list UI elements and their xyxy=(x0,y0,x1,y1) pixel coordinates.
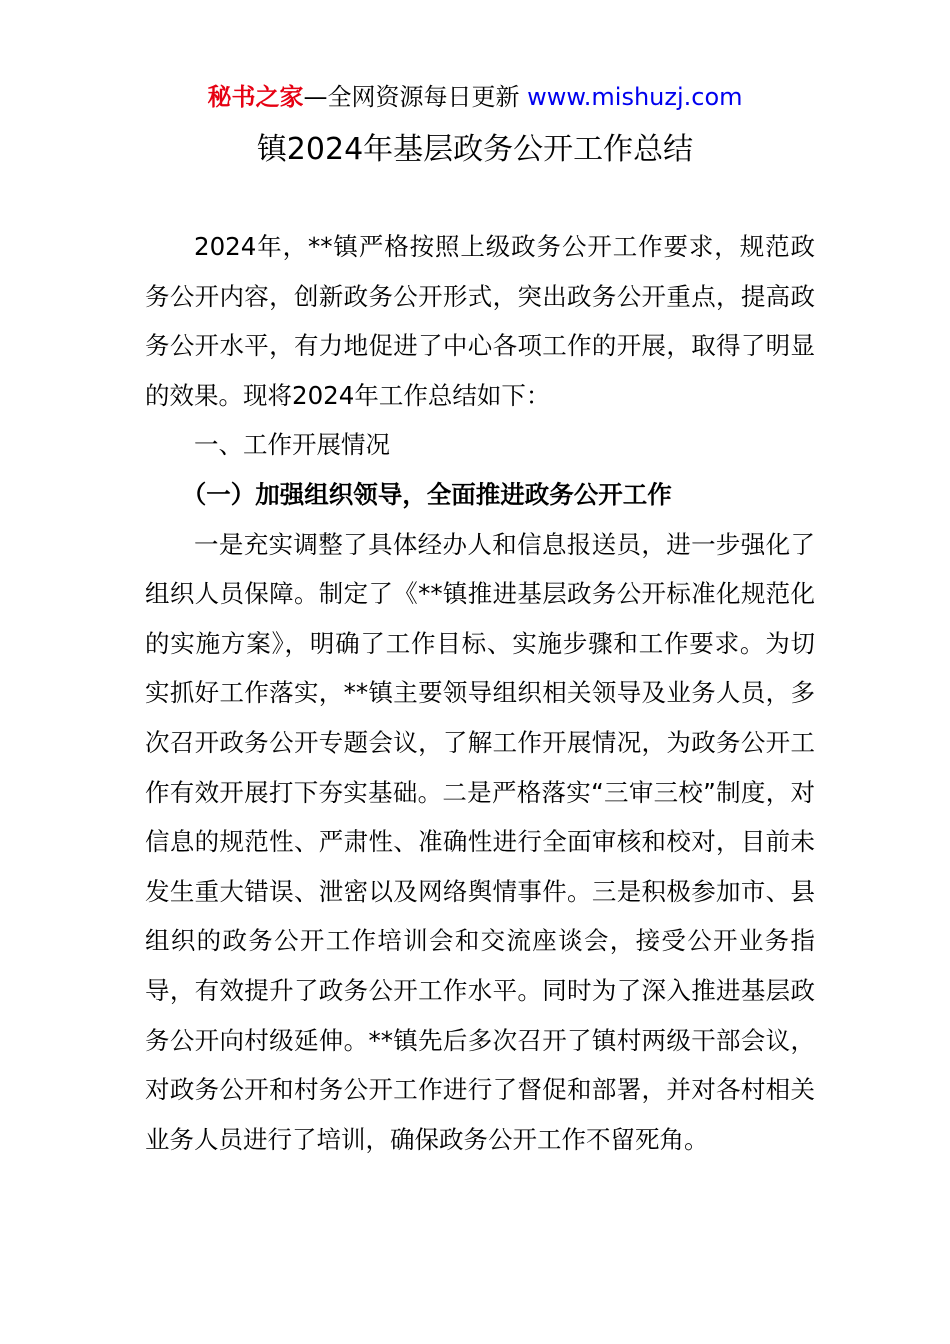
intro-paragraph: 2024年，**镇严格按照上级政务公开工作要求，规范政务公开内容，创新政务公开形式，突出政务公开重点，提高政务公开水平，有力地促进了中心各项工作的开展，取得了明显的效果。现将2024年工作总结如下： xyxy=(145,232,815,410)
document-title: 镇2024年基层政务公开工作总结 xyxy=(256,132,694,167)
document-body xyxy=(145,222,815,1164)
subsection-1-paragraph: 一是充实调整了具体经办人和信息报送员，进一步强化了组织人员保障。制定了《**镇推进基层政务公开标准化规范化的实施方案》，明确了工作目标、实施步骤和工作要求。为切实抓好工作落实，**镇主要领导组织相关领导及业务人员，多次召开政务公开专题会议，了解工作开展情况，为政务公开工作有效开展打下夯实基础。二是严格落实“三审三校”制度，对信息的规范性、严肃性、准确性进行全面审核和校对，目前未发生重大错误、泄密以及网络舆情事件。三是积极参加市、县组织的政务公开工作培训会和交流座谈会，接受公开业务指导，有效提升了政务公开工作水平。同时为了深入推进基层政务公开向村级延伸。**镇先后多次召开了镇村两级干部会议，对政务公开和村务公开工作进行了督促和部署，并对各村相关业务人员进行了培训，确保政务公开工作不留死角。 xyxy=(145,529,815,1154)
site-url-link[interactable]: www.mishuzj.com xyxy=(527,83,743,111)
subsection-1-heading: （一）加强组织领导，全面推进政务公开工作 xyxy=(181,479,672,509)
site-header xyxy=(0,80,950,114)
site-tagline: —全网资源每日更新 xyxy=(303,83,520,111)
site-brand: 秘书之家 xyxy=(207,83,304,111)
section-1-heading: 一、工作开展情况 xyxy=(194,430,390,460)
